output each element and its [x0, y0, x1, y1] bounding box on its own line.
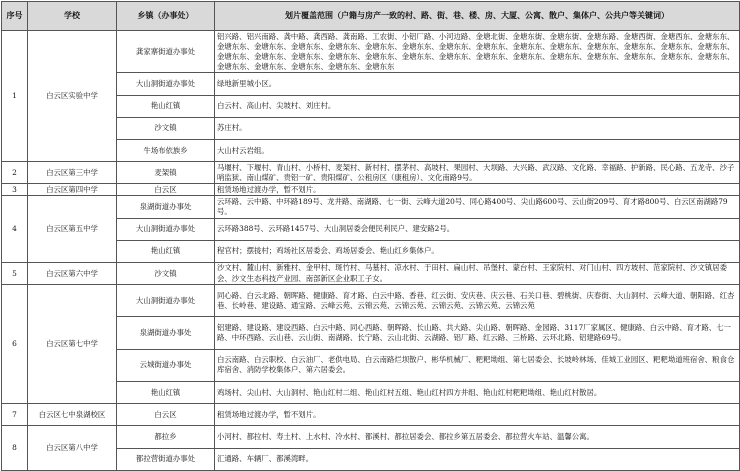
serial-number-cell: 2	[2, 162, 28, 184]
document-page	[0, 1, 740, 464]
district-cell: 牛场布依族乡	[117, 139, 215, 161]
coverage-area-cell: 白云南路、白云职校、白云油厂、老供电局、白云南路烂坝散户、彬华机械厂、粑粑坳组、第七居委会、长坡岭林场、佳城工业园区、粑粑坳道班宿舍、粮食仓库宿舍、消防学校集体户、第六居委会。	[215, 349, 740, 381]
district-cell: 泉湖街道办事处	[117, 317, 215, 349]
school-name-cell: 白云区第四中学	[28, 184, 117, 196]
serial-number-cell: 7	[2, 404, 28, 426]
serial-number-cell: 6	[2, 285, 28, 404]
table-row	[2, 184, 740, 196]
serial-number-cell: 3	[2, 184, 28, 196]
coverage-area-cell: 苏庄村。	[215, 117, 740, 139]
serial-number-cell: 4	[2, 196, 28, 263]
table-row	[2, 262, 740, 284]
school-name-cell: 白云区第八中学	[28, 426, 117, 470]
coverage-area-cell: 云环路388号、云环路1457号、大山洞居委会便民利民户、建安路2号。	[215, 218, 740, 240]
district-cell: 艳山红镇	[117, 382, 215, 404]
table-body	[2, 31, 740, 471]
header-coverage-area: 划片覆盖范围（户籍与房产一致的村、路、街、巷、楼、房、大厦、公寓、散户、集体户、公共户等关键词）	[215, 2, 740, 31]
district-cell: 都拉乡	[117, 426, 215, 448]
coverage-area-cell: 大山村云岩组。	[215, 139, 740, 161]
coverage-area-cell: 铝建路、建设路、建设西路、白云中路、同心西路、朝晖路、长山路、共大路、尖山路、朝晖路、金园路、3117厂家属区、健康路、白云中路、育才路、七一路、中环西路、云山巷、云山街、南湖路、长宁路、云山北街、云湖路、铝厂路、红云路、三桥路、云环北路、铝建路69号。	[215, 317, 740, 349]
school-name-cell: 白云区第五中学	[28, 196, 117, 263]
table-header-row	[2, 2, 740, 31]
district-cell: 艳山红镇	[117, 240, 215, 262]
district-cell: 白云区	[117, 184, 215, 196]
coverage-area-cell: 程官村；摆拢村；鸡场社区居委会、鸡场居委会、艳山红乡集体户。	[215, 240, 740, 262]
district-cell: 麦架镇	[117, 162, 215, 184]
coverage-area-cell: 鸡场村、尖山村、大山洞村、艳山红村二组、艳山红村五组、艳山红村四方井组、艳山红村粑粑坳组、艳山红村散居。	[215, 382, 740, 404]
serial-number-cell: 8	[2, 426, 28, 470]
table-row	[2, 426, 740, 448]
school-name-cell: 白云区实验中学	[28, 31, 117, 162]
coverage-area-cell: 铝兴路、铝兴南路、龚中路、龚西路、龚南路、工农街、小铝厂路、小河边路、金塘北街、金塘东街、金塘东街、金塘东路、金塘西街、金塘西东、金塘东东、金塘东东、金塘东东、金塘东东、金塘东东、金塘东东、金塘东东、金塘东东、金塘东东、金塘东东、金塘东东、金塘东东、金塘东东、金塘东东、金塘东东、金塘东东、金塘东东、金塘东东、金塘东东、金塘东东、金塘东东、金塘东东、金塘东东、金塘东东、金塘东东、金塘东东、金塘东东、金塘东东、金塘东东、金塘东东、金塘东东、金塘东东、金塘东东、金塘东东	[215, 31, 740, 73]
table-row	[2, 196, 740, 218]
school-name-cell: 白云区第三中学	[28, 162, 117, 184]
coverage-area-cell: 绿地新里城小区。	[215, 73, 740, 95]
coverage-area-cell: 小河村、都拉村、寿土村、上水村、冷水村、都溪村、都拉居委会、都拉乡第五居委会、都拉营火车站、温馨公寓。	[215, 426, 740, 448]
coverage-area-cell: 马堰村、下堰村、青山村、小桥村、麦架村、新村村、摆茅村、高坡村、果园村、大坝路、大兴路、武汉路、文化路、幸福路、护新路、民心路、五龙寺、沙子哨监狱、南山煤矿、贵铝一矿、贵阳煤矿、公租房区（康租房）、文化南路9号。	[215, 162, 740, 184]
table-row	[2, 31, 740, 73]
coverage-area-cell: 汇通路、车辆厂、都溪湾畔。	[215, 448, 740, 470]
table-row	[2, 162, 740, 184]
coverage-area-cell: 白云村、高山村、尖坡村、刘庄村。	[215, 95, 740, 117]
coverage-area-cell: 沙文村、麓山村、新雅村、金甲村、斑竹村、马墓村、凉水村、于田村、扁山村、吊堡村、蒙台村、王家院村、对门山村、四方坡村、范家院村、沙文镇居委会、沙文生态科技产业园、南部新区企业职工子女。	[215, 262, 740, 284]
table-row	[2, 404, 740, 426]
district-cell: 泉湖街道办事处	[117, 196, 215, 218]
district-cell: 艳山红镇	[117, 95, 215, 117]
coverage-area-cell: 云环路、云中路、中环路189号、龙井路、南湖路、七一街、云峰大道20号、同心路400号、尖山路600号、云山街209号、育才路800号、白云区南湖路79号。	[215, 196, 740, 218]
serial-number-cell: 5	[2, 262, 28, 284]
header-school: 学校	[28, 2, 117, 31]
district-cell: 沙文镇	[117, 262, 215, 284]
school-zoning-table	[1, 1, 740, 471]
district-cell: 云城街道办事处	[117, 349, 215, 381]
district-cell: 白云区	[117, 404, 215, 426]
header-serial-no: 序号	[2, 2, 28, 31]
district-cell: 大山洞街道办事处	[117, 73, 215, 95]
school-name-cell: 白云区第七中学	[28, 285, 117, 404]
header-district: 乡镇（办事处）	[117, 2, 215, 31]
district-cell: 沙文镇	[117, 117, 215, 139]
serial-number-cell: 1	[2, 31, 28, 162]
coverage-area-cell: 租赁场地过渡办学，暂不划片。	[215, 184, 740, 196]
table-row	[2, 285, 740, 317]
district-cell: 都拉营街道办事处	[117, 448, 215, 470]
school-name-cell: 白云区七中泉湖校区	[28, 404, 117, 426]
district-cell: 大山洞街道办事处	[117, 285, 215, 317]
coverage-area-cell: 租赁场地过渡办学，暂不划片。	[215, 404, 740, 426]
school-name-cell: 白云区第六中学	[28, 262, 117, 284]
district-cell: 龚家寨街道办事处	[117, 31, 215, 73]
district-cell: 大山洞街道办事处	[117, 218, 215, 240]
coverage-area-cell: 同心路、白云北路、朝晖路、健康路、育才路、白云中路、香巷、红云街、安庆巷、庆云巷、石关口巷、碧桃街、庆春街、大山洞村、云峰大道、朝阳路、红杏巷、长岭巷、建设路、通宝路、云峰云苑、云锦云苑、云锦云苑、云锦云苑、云锦云苑、云锦云苑	[215, 285, 740, 317]
